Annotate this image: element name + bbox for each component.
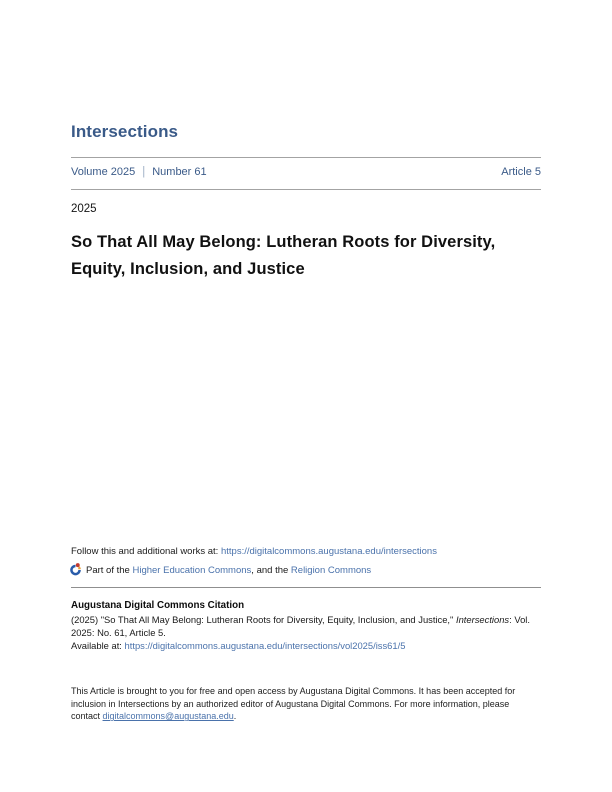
- higher-education-commons-link[interactable]: Higher Education Commons: [132, 565, 252, 576]
- follow-works-text: Follow this and additional works at:: [71, 546, 221, 557]
- issue-info-left: [71, 166, 207, 178]
- top-divider: [71, 157, 541, 158]
- follow-works-line: [71, 546, 549, 557]
- citation-text-start: (2025) "So That All May Belong: Lutheran Roots for Diversity, Equity, Inclusion, and Justice,": [71, 614, 456, 625]
- citation-heading: Augustana Digital Commons Citation: [71, 600, 245, 611]
- digital-commons-network-icon: [69, 563, 82, 576]
- repository-collection-link[interactable]: https://digitalcommons.augustana.edu/intersections: [220, 546, 437, 557]
- access-statement-period: .: [233, 711, 237, 722]
- issue-info-row: [71, 166, 541, 178]
- part-of-line: [69, 564, 547, 577]
- second-divider: [71, 189, 541, 190]
- access-statement: [71, 685, 533, 723]
- citation-block: [71, 599, 545, 653]
- access-statement-text: This Article is brought to you for free and open access by Augustana Digital Commons. It has been accepted for inclusion in Intersections by an authorized editor of Augustana Digital Commons. For more information, please contact: [71, 686, 516, 722]
- separator-bar: |: [142, 166, 146, 178]
- citation-divider: [71, 587, 541, 588]
- available-at-line: [71, 639, 545, 652]
- available-at-text: Available at:: [71, 640, 125, 652]
- publication-year: 2025: [71, 203, 97, 215]
- article-number-link[interactable]: Article 5: [501, 166, 541, 178]
- number-link[interactable]: Number 61: [152, 166, 207, 178]
- citation-journal-name: Intersections: [455, 614, 510, 625]
- article-title: So That All May Belong: Lutheran Roots for Diversity, Equity, Inclusion, and Justice: [71, 233, 496, 278]
- available-at-link[interactable]: https://digitalcommons.augustana.edu/intersections/vol2025/iss61/5: [124, 640, 406, 652]
- part-of-conjunction: , and the: [251, 565, 291, 576]
- citation-text: [71, 613, 545, 639]
- journal-title-link[interactable]: Intersections: [71, 122, 179, 141]
- religion-commons-link[interactable]: Religion Commons: [290, 565, 372, 576]
- part-of-text-wrap: [86, 565, 371, 576]
- volume-link[interactable]: Volume 2025: [71, 166, 136, 178]
- part-of-text: Part of the: [86, 565, 133, 576]
- contact-email-link[interactable]: digitalcommons@augustana.edu: [102, 711, 234, 722]
- citation-text-end: : Vol. 2025: No. 61, Article 5.: [71, 614, 530, 639]
